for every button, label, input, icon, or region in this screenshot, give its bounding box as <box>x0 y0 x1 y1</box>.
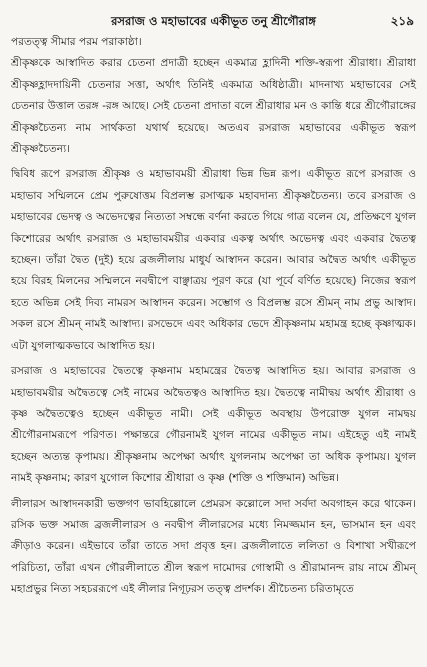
running-title: রসরাজ ও মহাভাবের একীভূত তনু শ্রীগৌরাঙ্গ <box>111 14 316 28</box>
paragraph-4: রসরাজ ও মহাভাবের দ্বৈতত্বে কৃষ্ণনাম মহামন্ত্রের দ্বৈতত্ব আস্বাদিত হয়। আবার রসরাজ ও মহাভাবময়ীর অদ্বৈতত্বে সেই নামের অদ্বৈতত্বও আস্বাদিত হয়। দ্বৈতত্বে নামীদ্বয় অর্থাৎ শ্রীরাধা ও কৃষ্ণ অদ্বৈতত্বেও হচ্ছেন একীভূত নামী। সেই একীভূত অবস্থায় উপরোক্ত যুগল নামদ্বয় শ্রীগৌরনামরূপে পরিণত। পক্ষান্তরে গৌরনামই যুগল নামের একীভূত নাম। এইহেতু এই নামই হচ্ছেন অত্যন্ত কৃপাময়। শ্রীকৃষ্ণনাম অপেক্ষা অর্থাৎ যুগলনাম অপেক্ষা তা অধিক কৃপাময়। যুগল নামই কৃষ্ণনাম; কারণ যুগোল কিশোর শ্রীধারা ও কৃষ্ণ (শক্তি ও শক্তিমান) অভিন্ন। <box>11 365 416 485</box>
page-number: ২১৯ <box>390 14 414 28</box>
body-text <box>11 32 416 601</box>
running-header <box>11 10 416 32</box>
paragraph-3: দ্বিবিধ রূপে রসরাজ শ্রীকৃষ্ণ ও মহাভাবময়ী শ্রীরাধা ভিন্ন ভিন্ন রূপ। একীভূত রূপে রসরাজ ও মহাভাব সম্মিলনে প্রেম পুরুষোত্তম বিপ্রলম্ভ রসাত্মক মহাবদান্য শ্রীকৃষ্ণচৈতন্য। তবে রসরাজ ও মহাভাবের ভেদত্ব ও অভেদত্বের নিত্যতা সম্বন্ধে বর্ণনা করতে গিয়ে গাত্র বলেন যে, প্রতিক্ষণে যুগল কিশোরের অর্থাৎ রসরাজ ও মহাভাবময়ীর একবার একত্ব অর্থাৎ অভেদত্ব এবং একবার দ্বৈতত্ব হচ্ছেন। তাঁরা দ্বৈত (দুই) হয়ে ব্রজলীলায় মাধুর্য আস্বাদন করেন। আবার অদ্বৈত অর্থাৎ একীভূত হয়ে বিরহ মিলনের সম্মিলনে নবদ্বীপে বাঞ্ছাত্রয় পূরণ করে (যা পূর্বে বর্ণিত হয়েছে) নিজের স্বরূপ হতে অভিন্ন সেই দিব্য নামরস আস্বাদন করেন। সম্ভোগ ও বিপ্রলম্ভ রসে শ্রীমন্ নাম প্রভু আস্বাদ। সকল রসে শ্রীমন্ নামই আস্বাদ্য। রসভেদে এবং অধিকার ভেদে শ্রীকৃষ্ণনাম মহামন্ত্র হচ্ছে কৃষ্ণাত্মক। এটা যুগলাত্মকভাবে আস্বাদিত হয়। <box>11 168 416 352</box>
paragraph-5: লীলারস আস্বাদনকারী ভক্তগণ ভাবহিল্লোলে প্রেমরস কল্লোলে সদা সর্বদা অবগাহন করে থাকেন। রসিক ভক্ত সমাজ ব্রজলীলারস ও নবদ্বীপ লীলারসের মধ্যে নিমজ্জমান হন, ভাসমান হন এবং ক্রীড়াও করেন। এইভাবে তাঁরা তাতে সদা প্রবৃত্ত হন। ব্রজলীলাতে ললিতা ও বিশাখা সখীরূপে পরিচিতা, তাঁরা এখন গৌরলীলাতে শ্রীল স্বরূপ দামোদর গোস্বামী ও শ্রীরামানন্দ রায় নামে শ্রীমন্ মহাপ্রভুর নিত্য সহচররূপে এই লীলার নিগূঢ়রস তত্ত্ব প্রদর্শক। শ্রীচৈতন্য চরিতামৃতে <box>11 497 416 596</box>
paragraph-2: শ্রীকৃষ্ণকে আস্বাদিত করার চেতনা প্রদাত্রী হচ্ছেন একমাত্র হ্লাদিনী শক্তি-স্বরূপা শ্রীরাধা। শ্রীরাধা শ্রীকৃষ্ণহ্লাদদায়িনী চেতনার সত্তা, অর্থাৎ তিনিই একমাত্র অধিষ্ঠাত্রী। মাদনাখ্য মহাভাবের সেই চেতনার উত্তাল তরঙ্গ -রঙ্গ আছে। সেই চেতনা প্রদাতা বলে শ্রীরাধার মন ও কান্তি ধরে শ্রীগৌরাঙ্গের শ্রীকৃষ্ণচৈতন্য নাম সার্থকতা যথার্থ হয়েছে। অতএব রসরাজ মহাভাবের একীভূত স্বরূপ শ্রীকৃষ্ণচৈতন্য। <box>11 57 416 156</box>
paragraph-1: পরতত্ত্ব সীমার পরম পরাকাষ্ঠা। <box>11 36 142 48</box>
